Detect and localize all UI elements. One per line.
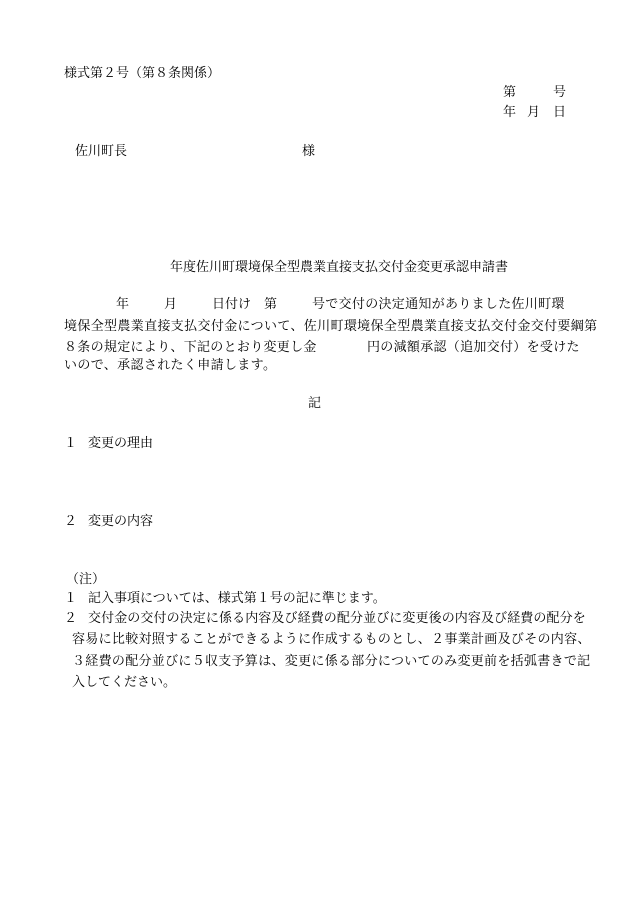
doc-number-dai: 第 [503, 85, 517, 100]
date-year: 年 [503, 105, 517, 120]
section-1-number: １ [64, 436, 78, 451]
section-2-label: 変更の内容 [88, 514, 154, 529]
note-2-number: ２ [64, 611, 78, 626]
body-dated: 日付け [212, 297, 252, 312]
addressee-name: 佐川町長 [75, 144, 128, 159]
body-line-2: 境保全型農業直接支払交付金について、佐川町環境保全型農業直接支払交付金交付要綱第 [64, 319, 598, 334]
body-year: 年 [116, 297, 130, 312]
body-dai: 第 [264, 297, 278, 312]
body-month: 月 [164, 297, 178, 312]
note-2-line-4: 入してください。 [72, 675, 177, 690]
note-1-line-1: 記入事項については、様式第１号の記に準じます。 [88, 591, 386, 606]
section-1-label: 変更の理由 [88, 436, 154, 451]
body-line-4: いので、承認されたく申請します。 [64, 358, 277, 373]
body-line-3-before: ８条の規定により、下記のとおり変更し金 [64, 340, 317, 355]
body-line-3-after: 円の減額承認（追加交付）を受けた [367, 340, 580, 355]
ki-label: 記 [308, 396, 322, 411]
date-day: 日 [553, 105, 567, 120]
note-1-number: １ [64, 591, 78, 606]
body-line1-rest: 号で交付の決定通知がありました佐川町環 [312, 297, 565, 312]
note-2-line-3: ３経費の配分並びに５収支予算は、変更に係る部分についてのみ変更前を括弧書きで記 [72, 654, 591, 669]
doc-number-go: 号 [553, 85, 567, 100]
document-title: 年度佐川町環境保全型農業直接支払交付金変更承認申請書 [170, 260, 509, 275]
form-number: 様式第２号（第８条関係） [64, 66, 221, 81]
section-2-number: ２ [64, 514, 78, 529]
addressee-sama: 様 [302, 144, 316, 159]
note-2-line-1: 交付金の交付の決定に係る内容及び経費の配分並びに変更後の内容及び経費の配分を [88, 611, 586, 626]
note-2-line-2: 容易に比較対照することができるように作成するものとし、２事業計画及びその内容、 [72, 632, 591, 647]
notes-heading: （注） [66, 572, 106, 587]
date-month: 月 [527, 105, 541, 120]
